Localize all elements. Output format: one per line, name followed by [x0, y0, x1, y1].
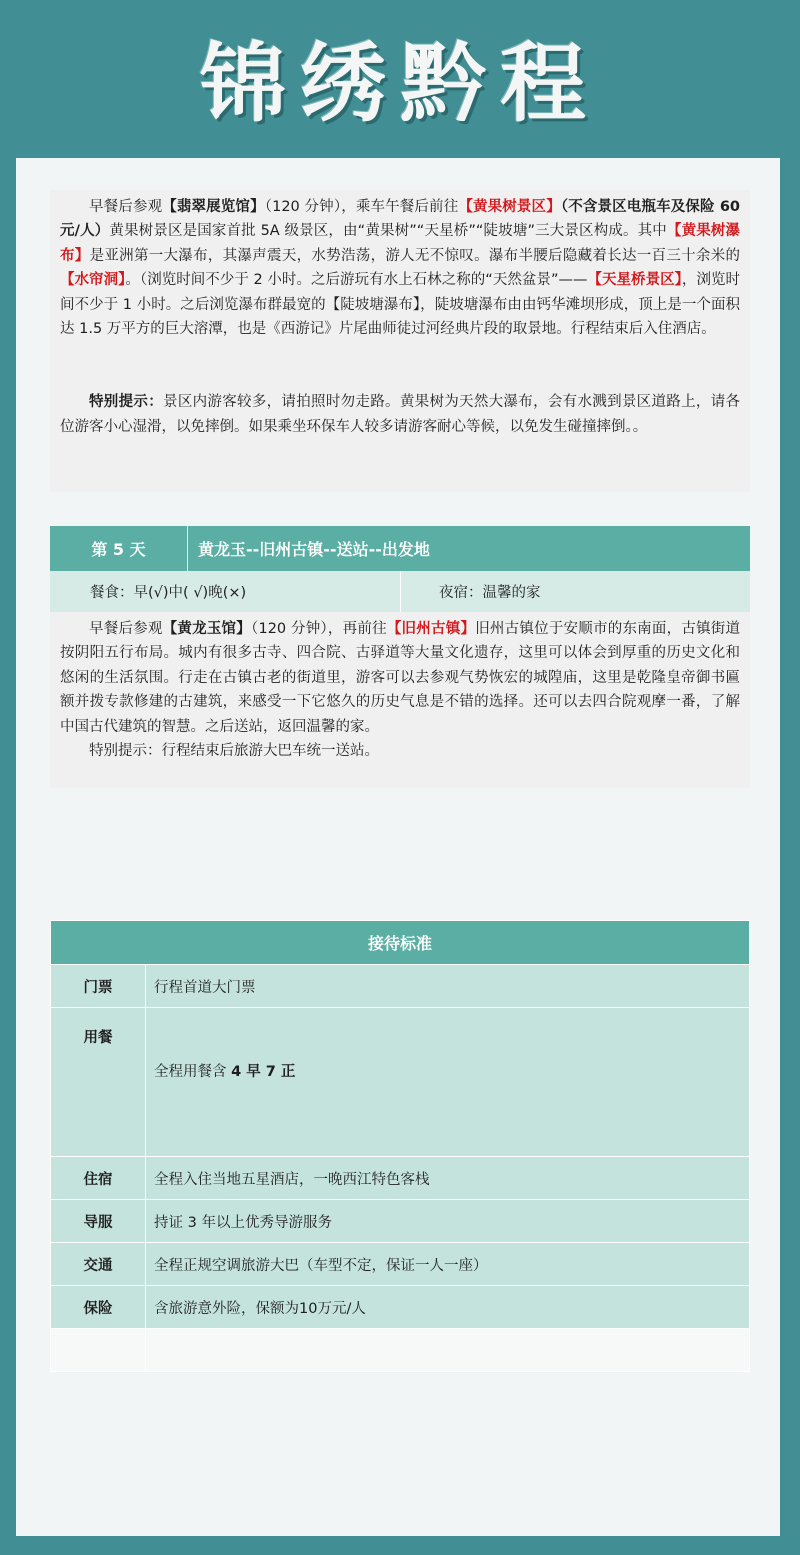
row-key: 用餐 — [51, 1008, 146, 1157]
row-key: 门票 — [51, 965, 146, 1008]
row-value: 行程首道大门票 — [146, 965, 750, 1008]
day4-segment: 是亚洲第一大瀑布，其瀑声震天，水势浩荡，游人无不惊叹。瀑布半腰后隐藏着长达一百三十余米的 — [89, 247, 740, 264]
day5-itinerary-paragraph — [60, 617, 740, 739]
meal-hotel-row — [50, 571, 750, 612]
row-key: 导服 — [51, 1200, 146, 1243]
day4-description-box — [50, 190, 750, 492]
day5-segment: （120 分钟），再前往 — [251, 621, 387, 637]
day4-segment: 黄果树景区是国家首批 5A 级景区，由“黄果树”“天星桥”“陡坡塘”三大景区构成。其中 — [109, 223, 667, 240]
row-value: 全程入住当地五星酒店，一晚西江特色客栈 — [146, 1157, 750, 1200]
day-title: 黄龙玉--旧州古镇--送站--出发地 — [198, 540, 430, 559]
row-value: 全程正规空调旅游大巴（车型不定，保证一人一座） — [146, 1243, 750, 1286]
day-number: 第 5 天 — [50, 526, 188, 571]
tip-label: 特别提示： — [89, 394, 164, 411]
day4-segment: 。（浏览时间不少于 2 小时。之后游玩有水上石林之称的“天然盆景”—— — [125, 272, 588, 289]
row-key: 交通 — [51, 1243, 146, 1286]
day5-description-box — [50, 612, 750, 788]
tip-text: 景区内游客较多，请拍照时勿走路。黄果树为天然大瀑布，会有水溅到景区道路上，请各位游客小心湿滑，以免摔倒。如果乘坐环保车人较多请游客耐心等候，以免发生碰撞摔倒。。 — [60, 394, 741, 435]
row-key: 住宿 — [51, 1157, 146, 1200]
header-banner — [0, 0, 800, 158]
banner-title: 锦绣黔程 — [200, 33, 600, 134]
row-value: 持证 3 年以上优秀导游服务 — [146, 1200, 750, 1243]
day4-segment: 早餐后参观 — [89, 199, 163, 215]
reception-standards-table — [50, 920, 750, 1372]
jade-museum-label: 【翡翠展览馆】 — [162, 199, 265, 215]
tianxingqiao-label: 【天星桥景区】 — [587, 272, 682, 289]
jiuzhou-town-label: 【旧州古镇】 — [386, 621, 476, 637]
table-row — [51, 1243, 750, 1286]
row-value: 含旅游意外险，保额为10万元/人 — [146, 1286, 750, 1329]
water-curtain-cave-label: 【水帘洞】 — [60, 272, 126, 289]
table-row — [51, 965, 750, 1008]
huangguoshu-scenic-label: 【黄果树景区】 — [458, 199, 561, 215]
yellow-dragon-jade-label: 【黄龙玉馆】 — [162, 621, 251, 637]
meals-info: 餐食：早(√)中( √)晚(×) — [90, 585, 247, 601]
day5-segment: 早餐后参观 — [89, 621, 163, 637]
day4-itinerary-paragraph — [60, 195, 740, 341]
excluded-fee-note: （不含景区电瓶车及保险 60 元/人） — [60, 199, 741, 240]
standards-title: 接待标准 — [51, 921, 750, 965]
row-key: 保险 — [51, 1286, 146, 1329]
day5-tip: 特别提示：行程结束后旅游大巴车统一送站。 — [89, 743, 379, 760]
empty-row — [51, 1329, 750, 1372]
day5-header — [50, 526, 750, 571]
table-row — [51, 1286, 750, 1329]
day4-segment: （120 分钟），乘车午餐后前往 — [264, 199, 459, 215]
huangguoshu-waterfall-label: 【黄果树瀑布】 — [60, 223, 740, 264]
row-value: 全程用餐含 4 早 7 正 — [154, 1064, 296, 1080]
table-row — [51, 1200, 750, 1243]
table-row — [51, 1157, 750, 1200]
day4-tip-paragraph — [60, 390, 740, 439]
day4-segment: ，浏览时间不少于 1 小时。之后浏览瀑布群最宽的【陡坡塘瀑布】，陡坡塘瀑布由由钙华滩坝形成，顶上是一个面积达 1.5 万平方的巨大溶潭，也是《西游记》片尾曲师徒过河经典片段的取景地。行程结束后入住酒店。 — [60, 272, 741, 338]
hotel-info: 夜宿：温馨的家 — [400, 571, 750, 612]
table-row — [51, 1008, 750, 1157]
day5-segment: 旧州古镇位于安顺市的东南面，古镇街道按阴阳五行布局。城内有很多古寺、四合院、古驿道等大量文化遗存，这里可以体会到厚重的历史文化和悠闲的生活氛围。行走在古镇古老的街道里，游客可以去参观气势恢宏的城隍庙，这里是乾隆皇帝御书匾额并拨专款修建的古建筑，来感受一下它悠久的历史气息是不错的选择。还可以去四合院观摩一番，了解中国古代建筑的智慧。之后送站，返回温馨的家。 — [60, 621, 741, 735]
